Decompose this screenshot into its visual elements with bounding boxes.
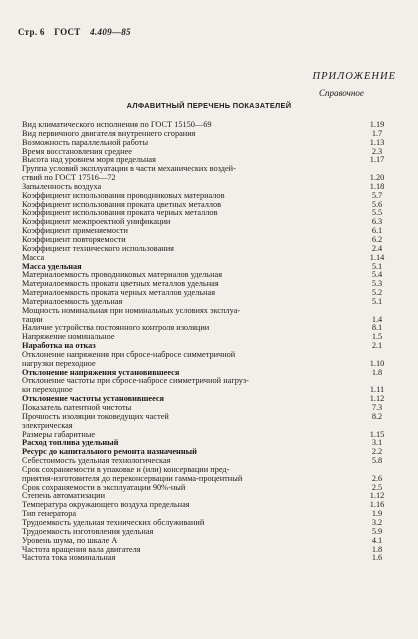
index-entry-ref: 8.2 (371, 411, 383, 421)
index-entry-ref: 1.16 (369, 500, 385, 510)
index-entry-text: Частота тока номинальная (22, 553, 116, 563)
index-entry-text: Наличие устройства постоянного контроля изоляции (22, 323, 210, 333)
index-entry-ref: 5.5 (371, 208, 383, 218)
index-entry-text: Степень автоматизации (22, 491, 106, 501)
index-entry-ref: 1.15 (369, 429, 385, 439)
index-entry-text: Трудоемкость изготовления удельная (22, 526, 154, 536)
index-entry-text: Коэффициент повторяемости (22, 234, 126, 244)
index-entry-ref: 8.1 (371, 323, 383, 333)
index-entry-text: Высота над уровнем моря предельная (22, 155, 156, 165)
index-entry-text: Коэффициент использования проката цветных металлов (22, 199, 222, 209)
index-entry-text: Отклонение напряжения установившееся (22, 367, 180, 377)
index-entry-ref: 5.1 (371, 261, 383, 271)
index-entry-text: Отклонение частоты установившееся (22, 394, 165, 404)
index-entry-ref: 6.1 (371, 226, 383, 236)
index-entry-text: Время восстановления среднее (22, 146, 132, 156)
index-row (22, 554, 394, 563)
index-entry-text: Коэффициент технического использования (22, 243, 174, 253)
index-entry-ref: 1.17 (369, 155, 385, 165)
index-entry-text: Тип генератора (22, 509, 77, 519)
index-entry-ref: 2.1 (371, 341, 383, 351)
index-entry-ref: 4.1 (371, 535, 383, 545)
page-header (18, 27, 138, 37)
standard-number: 4.409—85 (90, 27, 131, 37)
index-entry-ref: 2.3 (371, 146, 383, 156)
index-entry-text: Масса (22, 252, 45, 262)
index-entry-text: Себестоимость удельная технологическая (22, 456, 171, 466)
index-row (22, 501, 394, 510)
page-title: АЛФАВИТНЫЙ ПЕРЕЧЕНЬ ПОКАЗАТЕЛЕЙ (126, 101, 292, 110)
index-entry-ref: 1.4 (371, 314, 383, 324)
index-entry-ref: 5.6 (371, 199, 383, 209)
index-entry-ref: 2.2 (371, 447, 383, 457)
index-entry-text: Показатель патентной чистоты (22, 403, 132, 412)
index-entry-ref: 6.3 (371, 217, 383, 227)
index-entry-ref: 5.4 (371, 270, 383, 280)
index-row (22, 307, 394, 316)
index-entry-ref: 1.13 (369, 137, 385, 147)
index-entry-ref: 3.2 (371, 517, 383, 527)
index-entry-text: ки переходное (22, 385, 73, 395)
index-entry-text: электрическая (22, 420, 73, 430)
index-entry-ref: 5.7 (371, 190, 383, 200)
index-row (22, 413, 394, 422)
index-entry-ref: 5.1 (371, 296, 383, 306)
index-entry-text: Материалоемкость проката цветных металлов удельная (22, 279, 219, 289)
index-entry-text: Частота вращения вала двигателя (22, 544, 141, 554)
index-entry-text: Коэффициент межпроектной унификации (22, 217, 171, 227)
index-row (22, 377, 394, 386)
index-entry-text: Материалоемкость проводниковых материалов удельная (22, 270, 223, 280)
index-entry-text: Напряжение номинальное (22, 332, 115, 342)
index-entry-ref: 5.3 (371, 279, 383, 289)
index-entry-ref: 1.19 (369, 120, 385, 129)
index-entry-text: Коэффициент применяемости (22, 226, 128, 236)
index-entry-ref: 2.5 (371, 482, 383, 492)
index-entry-text: Вид первичного двигателя внутреннего сгорания (22, 128, 196, 138)
index-entry-text: Уровень шума, по шкале А (22, 535, 118, 545)
index-entry-ref: 5.8 (371, 456, 383, 466)
index-entry-ref: 7.3 (371, 403, 383, 412)
index-entry-text: Срок сохраняемости в эксплуатации 90%-ный (22, 482, 186, 492)
index-entry-ref: 2.4 (371, 243, 383, 253)
index-entry-text: Отклонение напряжения при сбросе-набросе симметричной (22, 349, 236, 359)
page-number: Стр. 6 (18, 27, 45, 37)
index-entry-text: Размеры габаритные (22, 429, 96, 439)
index-entry-text: Температура окружающего воздуха предельная (22, 500, 190, 510)
index-entry-ref: 1.12 (369, 394, 385, 404)
index-entry-text: Ресурс до капитального ремонта назначенный (22, 447, 197, 457)
index-entry-text: Материалоемкость проката черных металлов удельная (22, 288, 216, 298)
index-entry-ref: 1.11 (369, 385, 385, 395)
index-row (22, 245, 394, 254)
index-entry-ref: 1.6 (371, 553, 383, 563)
index-entry-ref: 5.9 (371, 526, 383, 536)
index-entry-ref: 1.12 (369, 491, 385, 501)
index-entry-text: Расход топлива удельный (22, 438, 119, 448)
index-entry-ref: 6.2 (371, 234, 383, 244)
index-entry-text: Трудоемкость удельная технических обслуживаний (22, 517, 205, 527)
index-entry-text: Коэффициент использования проводниковых материалов (22, 190, 225, 200)
standard-label: ГОСТ (54, 27, 81, 37)
index-entry-ref: 2.6 (371, 473, 383, 483)
index-entry-ref: 5.2 (371, 288, 383, 298)
index-entry-ref: 1.9 (371, 509, 383, 519)
index-list (22, 121, 394, 563)
index-entry-ref: 1.8 (371, 544, 383, 554)
index-entry-text: Вид климатического исполнения по ГОСТ 15150—69 (22, 120, 212, 129)
appendix-title: ПРИЛОЖЕНИЕ (312, 71, 396, 82)
index-entry-text: Возможность параллельной работы (22, 137, 149, 147)
index-entry-text: Отклонение частоты при сбросе-набросе симметричной нагруз- (22, 376, 249, 386)
index-entry-text: нагрузки переходное (22, 358, 96, 368)
appendix-subtitle: Справочное (319, 88, 364, 98)
index-entry-text: Масса удельная (22, 261, 82, 271)
index-entry-text: Группа условий эксплуатации в части механических воздей- (22, 164, 236, 174)
index-entry-ref: 1.10 (369, 358, 385, 368)
index-entry-text: Коэффициент использования проката черных металлов (22, 208, 218, 218)
index-entry-text: Запыленность воздуха (22, 181, 102, 191)
index-entry-ref: 1.8 (371, 367, 383, 377)
index-entry-ref: 3.1 (371, 438, 383, 448)
index-entry-text: Наработка на отказ (22, 341, 96, 351)
index-entry-ref: 1.5 (371, 332, 383, 342)
index-entry-text: тации (22, 314, 43, 324)
index-entry-text: Материалоемкость удельная (22, 296, 123, 306)
index-entry-text: Мощность номинальная при номинальных условиях эксплуа- (22, 305, 241, 315)
index-entry-text: приятия-изготовителя до переконсервации гамма-процентный (22, 473, 243, 483)
index-entry-text: ствий по ГОСТ 17516—72 (22, 173, 116, 183)
index-entry-text: Прочность изоляции токоведущих частей (22, 411, 169, 421)
index-entry-ref: 1.20 (369, 173, 385, 183)
index-entry-text: Срок сохраняемости в упаковке и (или) консервации пред- (22, 464, 230, 474)
index-entry-ref: 1.18 (369, 181, 385, 191)
index-entry-ref: 1.7 (371, 128, 383, 138)
index-entry-ref: 1.14 (369, 252, 385, 262)
